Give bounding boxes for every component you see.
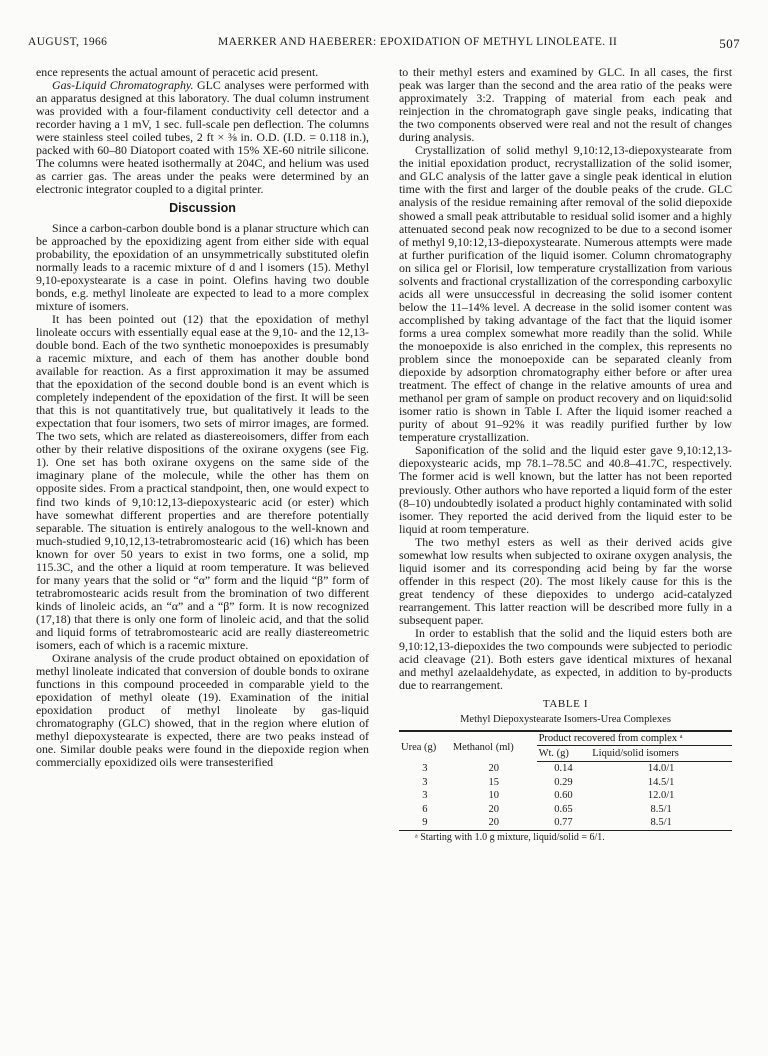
paragraph: Since a carbon-carbon double bond is a planar structure which can be approached by the epoxidizing agent from either side with equal probability, the epoxidation of an unsymmetrically substituted olefin normally leads to a racemic mixture of d and l isomers (15). Methyl 9,10-epoxystearate is a case in point. Olefins having two double bonds, e.g. methyl linoleate are expected to lead to a more complex mixture of isomers. [36, 220, 369, 313]
cell-wt: 0.65 [554, 803, 573, 815]
cell-wt: 0.77 [537, 816, 591, 830]
glc-subheading: Gas-Liquid Chromatography. [52, 78, 194, 93]
cell-ratio: 8.5/1 [590, 816, 732, 830]
column-header-urea: Urea (g) [399, 731, 451, 762]
cell-methanol: 20 [488, 763, 499, 775]
cell-ratio: 14.5/1 [647, 776, 675, 788]
table-row [399, 789, 732, 803]
left-column [36, 66, 369, 769]
glc-paragraph [36, 79, 369, 196]
right-column [399, 66, 732, 844]
cell-wt: 0.60 [554, 790, 573, 802]
table-footnote: ᵃ Starting with 1.0 g mixture, liquid/solid = 6/1. [415, 831, 605, 843]
cell-wt: 0.29 [554, 776, 573, 788]
cell-wt: 0.14 [554, 763, 573, 775]
cell-urea: 6 [422, 803, 428, 815]
column-header-ratio: Liquid/solid isomers [590, 746, 732, 762]
paragraph: Crystallization of solid methyl 9,10:12,13-diepoxystearate from the initial epoxidation product, recrystallization of the solid isomer, and GLC analysis of the latter gave a single peak identical in elution time with the first and larger of the double peaks of the crude. GLC analysis of the residue remaining after removal of the solid diepoxide showed a small peak attributable to residual solid isomer and a highly attenuated second peak now recognized to be due to a second isomer of methyl 9,10:12,13-diepoxystearate. Numerous attempts were made at further purification of the liquid isomer. Column chromatography on silica gel or Florisil, low temperature crystallization from various solvents and fractional crystallization of the corresponding carboxylic acids all were unsuccessful in decreasing the solid isomer content below the 11–14% level. A decrease in the solid isomer content was accomplished by taking advantage of the fact that the liquid isomer forms a urea complex somewhat more readily than the solid. While the monoepoxide is also enriched in the complex, this represents no problem since the monoepoxide can be separated cleanly from diepoxide by adsorption chromatography either before or after urea treatment. The effect of change in the relative amounts of urea and methanol per gram of sample on product recovery and on liquid:solid isomer ratio is shown in Table I. After the liquid isomer reached a purity of about 91–92% it was readily purified further by low temperature crystallization. [399, 143, 732, 445]
table-row [399, 816, 732, 830]
table-title: Methyl Diepoxystearate Isomers-Urea Complexes [460, 714, 671, 726]
data-table [399, 730, 732, 831]
cell-urea: 3 [422, 763, 428, 775]
table-row [399, 803, 732, 817]
cell-ratio: 8.5/1 [650, 803, 672, 815]
cell-urea: 3 [422, 790, 428, 802]
column-header-wt: Wt. (g) [537, 746, 591, 762]
paragraph: It has been pointed out (12) that the epoxidation of methyl linoleate occurs with essentially equal ease at the 9,10- and the 12,13-double bond. Each of the two synthetic monoepoxides is presumably a racemic mixture, and each of them has another double bond available for reaction. As a first approximation it may be assumed that the epoxidation of the second double bond is an event which is completely independent of the epoxidation of the first. It will be seen that this is not quantitatively true, but qualitatively it leads to the expectation that four isomers, two sets of mirror images, are formed. The two sets, which are related as diastereoisomers, differ from each other by their relative dispositions of the oxirane oxygens (see Fig. 1). One set has both oxirane oxygens on the same side of the imaginary plane of the molecule, while the other has them on opposite sides. From a practical standpoint, then, one would expect to find two kinds of 9,10:12,13-diepoxystearic acid (or ester) which have somewhat different properties and are therefore potentially separable. The situation is entirely analogous to the well-known and much-studied 9,10,12,13-tetrabromostearic acid (16) which has been known for over 50 years to exist in two forms, one a solid, mp 115.3C, and the other a liquid at room temperature. It was believed for many years that the solid or “α” form and the liquid “β” form of tetrabromostearic acids result from the bromination of two different kinds of linoleic acids, an “α” and a “β” form. It is now recognized (17,18) that there is only one form of linoleic acid, and that the solid and liquid forms of tetrabromostearic acid are really diastereometric isomers, each of which is a racemic mixture. [36, 311, 369, 653]
paragraph: In order to establish that the solid and the liquid esters both are 9,10:12,13-diepoxides the two compounds were subjected to periodic acid cleavage (21). Both esters gave identical mixtures of hexanal and methyl azelaaldehydate, as expected, in addition to by-products due to rearrangement. [399, 626, 732, 693]
table-label: TABLE I [542, 698, 589, 711]
paragraph: Oxirane analysis of the crude product obtained on epoxidation of methyl linoleate indicated that conversion of double bonds to oxirane functions in this compound proceeded in comparable yield to the epoxidation of methyl oleate (19). Examination of the initial epoxidation product of methyl linoleate by gas-liquid chromatography (GLC) showed, that in the region where elution of methyl diepoxystearate is expected, there are two peaks instead of one. Similar double peaks were found in the diepoxide region when commercially epoxidized oils were transesterified [36, 651, 369, 770]
cell-urea: 3 [422, 776, 428, 788]
table-row [399, 776, 732, 790]
cell-methanol: 15 [488, 776, 499, 788]
paragraph: Saponification of the solid and the liquid ester gave 9,10:12,13-diepoxystearic acids, mp 78.1–78.5C and 40.8–41.7C, respectively. The former acid is well known, but the latter has not been reported previously. Other authors who have reported a liquid form of the ester (8–10) undoubtedly isolated a product highly contaminated with solid isomer. They reported the acid derived from the liquid ester to be liquid at room temperature. [399, 443, 732, 536]
glc-text: GLC analyses were performed with an apparatus designed at this laboratory. The dual column instrument was provided with a four-filament conductivity cell detector and a recorder having a 1 mV, 1 sec. full-scale pen deflection. The columns were stainless steel coiled tubes, 2 ft × ⅜ in. O.D. (I.D. = 0.118 in.), packed with 60–80 Diatoport coated with 15% XE-60 nitrile silicone. The columns were heated isothermally at 204C, and helium was used as carrier gas. The areas under the peaks were determined by an electronic integrator coupled to a digital printer. [36, 78, 369, 197]
header-date: AUGUST, 1966 [28, 36, 108, 48]
table-row [399, 762, 732, 776]
cell-urea: 9 [399, 816, 451, 830]
column-header-methanol: Methanol (ml) [451, 731, 537, 762]
cell-ratio: 12.0/1 [647, 790, 675, 802]
cell-methanol: 10 [488, 790, 499, 802]
page-number: 507 [719, 36, 740, 51]
paragraph: The two methyl esters as well as their derived acids give somewhat low results when subjected to oxirane oxygen analysis, the liquid isomer and its corresponding acid being by far the worse offender in this respect (20). The most likely cause for this is the great tendency of these diepoxides to undergo acid-catalyzed rearrangement. This latter reaction will be described more fully in a subsequent paper. [399, 534, 732, 627]
column-group-product: Product recovered from complex ᵃ [537, 731, 732, 746]
header-running-title: MAERKER AND HAEBERER: EPOXIDATION OF METHYL LINOLEATE. II [218, 36, 618, 48]
running-header [28, 36, 740, 54]
discussion-heading: Discussion [169, 201, 236, 216]
table-1 [399, 698, 732, 844]
paragraph: ence represents the actual amount of peracetic acid present. [36, 65, 319, 79]
cell-ratio: 14.0/1 [647, 763, 675, 775]
cell-methanol: 20 [488, 803, 499, 815]
cell-methanol: 20 [451, 816, 537, 830]
paragraph: to their methyl esters and examined by GLC. In all cases, the first peak was larger than the second and the area ratio of the peaks were approximately 3:2. Trapping of material from each peak and reinjection in the chromatograph gave single peaks, indicating that the two components observed were real and not the result of changes during analysis. [399, 65, 732, 145]
